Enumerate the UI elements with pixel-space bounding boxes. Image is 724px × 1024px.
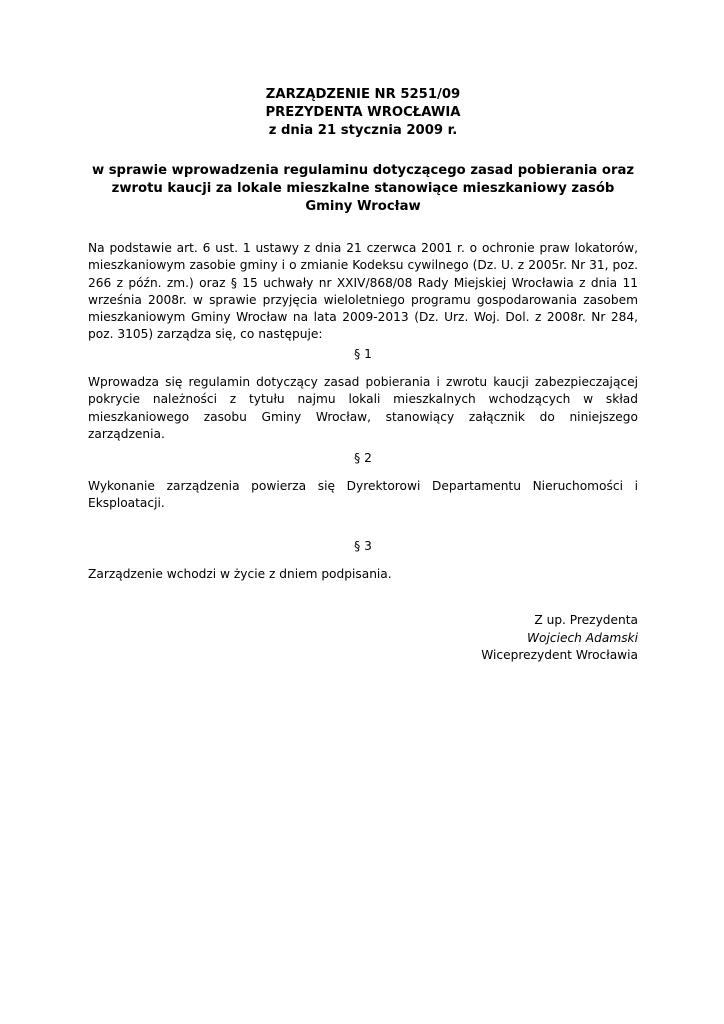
document-subject: w sprawie wprowadzenia regulaminu dotyczącego zasad pobierania oraz zwrotu kaucji za lokale mieszkalne stanowiące mieszkaniowy zasób Gminy Wrocław	[91, 163, 635, 214]
signatory-name: Wojciech Adamski	[527, 630, 638, 645]
signature-block	[481, 612, 638, 665]
section-2-text: Wykonanie zarządzenia powierza się Dyrektorowi Departamentu Nieruchomości i Eksploatacji.	[88, 479, 638, 511]
section-2-mark: § 2	[354, 451, 372, 465]
title-line-date: z dnia 21 stycznia 2009 r.	[268, 123, 458, 138]
section-1-mark: § 1	[354, 347, 372, 361]
signature-authorization: Z up. Prezydenta	[534, 613, 638, 627]
preamble-paragraph: Na podstawie art. 6 ust. 1 ustawy z dnia 21 czerwca 2001 r. o ochronie praw lokatorów, mieszkaniowym zasobie gminy i o zmianie Kodeksu cywilnego (Dz. U. z 2005r. Nr 31, poz. 266 z późn. zm.) oraz § 15 uchwały nr XXIV/868/08 Rady Miejskiej Wrocławia z dnia 11 września 2008r. w sprawie przyjęcia wieloletniego programu gospodarowania zasobem mieszkaniowym Gminy Wrocław na lata 2009-2013 (Dz. Urz. Woj. Dol. z 2008r. Nr 284, poz. 3105) zarządza się, co następuje:	[88, 241, 638, 342]
signatory-position: Wiceprezydent Wrocławia	[481, 648, 638, 662]
title-line-issuer: PREZYDENTA WROCŁAWIA	[265, 105, 461, 120]
title-line-ordinance-number: ZARZĄDZENIE NR 5251/09	[265, 87, 461, 102]
section-3-text: Zarządzenie wchodzi w życie z dniem podpisania.	[88, 567, 392, 581]
section-3-mark: § 3	[354, 539, 372, 553]
document-title	[88, 86, 638, 140]
section-1-text: Wprowadza się regulamin dotyczący zasad pobierania i zwrotu kaucji zabezpieczającej pokrycie należności z tytułu najmu lokali mieszkalnych wchodzących w skład mieszkaniowego zasobu Gminy Wrocław, stanowiący załącznik do niniejszego zarządzenia.	[88, 375, 638, 441]
